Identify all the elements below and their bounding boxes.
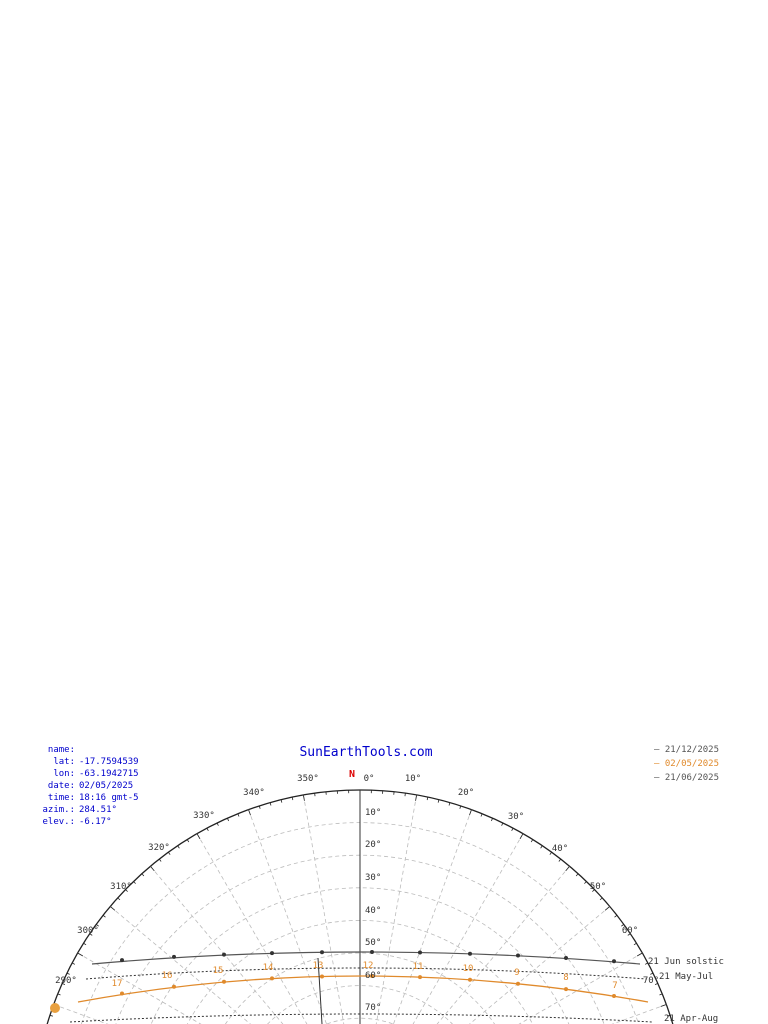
horizon-tick <box>217 823 218 826</box>
azimuth-label-50: 50° <box>589 882 607 892</box>
north-marker: N <box>348 769 356 780</box>
info-lon-value: -63.1942715 <box>79 769 139 779</box>
info-lon-label: lon: <box>53 769 75 779</box>
curve-label-may-jul: 21 May-Jul <box>659 972 714 982</box>
horizon-tick <box>576 874 578 876</box>
azimuth-label-350: 350° <box>297 774 319 784</box>
hour-dot-june <box>516 954 520 958</box>
horizon-tick <box>150 866 154 871</box>
hour-dot-today <box>418 975 422 979</box>
horizon-tick <box>566 866 570 871</box>
azimuth-labels <box>55 774 659 986</box>
hour-dot-june <box>222 953 226 957</box>
polar-grid <box>34 790 686 1024</box>
horizon-tick <box>84 943 87 945</box>
curve-labels <box>648 957 724 1024</box>
hour-label-17: 17 <box>111 979 123 989</box>
hour-dot-june <box>172 955 176 959</box>
hour-dot-today <box>564 987 568 991</box>
horizon-tick <box>650 973 653 974</box>
info-time-label: time: <box>47 793 75 803</box>
hour-dot-june <box>320 950 324 954</box>
horizon-tick <box>134 881 136 883</box>
hour-label-10: 10 <box>462 964 474 974</box>
elevation-label-40: 40° <box>365 906 382 916</box>
hour-dot-today <box>222 980 226 984</box>
horizon-tick <box>637 953 642 956</box>
info-elevation-label: elev.: <box>42 817 75 827</box>
hour-dot-today <box>172 985 176 989</box>
info-elevation-value: -6.17° <box>79 817 112 827</box>
elevation-label-60: 60° <box>365 971 382 981</box>
azimuth-label-310: 310° <box>110 882 132 892</box>
legend <box>654 745 719 783</box>
hour-dot-today <box>120 992 124 996</box>
hour-label-11: 11 <box>412 962 424 972</box>
azimuth-spoke <box>360 834 523 1024</box>
hour-dot-june <box>468 952 472 956</box>
elevation-label-50: 50° <box>365 938 382 948</box>
horizon-tick <box>207 828 208 831</box>
hour-dot-june <box>418 951 422 955</box>
current-sun-position-marker <box>50 1003 60 1013</box>
sun-path-diagram <box>0 736 768 1024</box>
horizon-tick <box>416 795 417 801</box>
info-lat-value: -17.7594539 <box>79 757 139 767</box>
horizon-tick <box>103 915 105 917</box>
hour-dot-today <box>468 978 472 982</box>
hour-label-15: 15 <box>212 966 224 976</box>
horizon-tick <box>659 994 662 995</box>
azimuth-label-10: 10° <box>404 774 422 784</box>
azimuth-label-300: 300° <box>77 926 99 936</box>
hour-dot-june <box>612 959 616 963</box>
hour-dot-today <box>516 982 520 986</box>
horizon-tick <box>238 814 239 817</box>
horizon-tick <box>661 1005 667 1007</box>
horizon-tick <box>481 814 482 817</box>
horizon-tick <box>142 874 144 876</box>
horizon-tick <box>559 859 561 861</box>
apr-aug-path <box>70 1014 652 1022</box>
horizon-tick <box>541 846 543 848</box>
horizon-tick <box>118 898 120 900</box>
hour-dot-june <box>270 951 274 955</box>
azimuth-spoke <box>249 810 360 1024</box>
horizon-tick <box>634 943 637 945</box>
horizon-tick <box>78 953 83 956</box>
horizon-tick <box>584 881 586 883</box>
horizon-tick <box>303 795 304 801</box>
azimuth-label-340: 340° <box>243 788 265 798</box>
info-time-value: 18:16 gmt-5 <box>79 793 139 803</box>
info-azimuth-value: 284.51° <box>79 805 117 815</box>
hour-label-13: 13 <box>312 961 324 971</box>
site-title[interactable]: SunEarthTools.com <box>299 745 433 760</box>
azimuth-spoke <box>303 795 360 1024</box>
hour-dot-june <box>370 950 374 954</box>
hour-dot-today <box>612 994 616 998</box>
hour-label-7: 7 <box>612 981 618 991</box>
azimuth-spoke <box>197 834 360 1024</box>
legend-item-winter-solstice: – 21/12/2025 <box>654 745 720 755</box>
horizon-tick <box>67 973 70 974</box>
horizon-tick <box>531 840 533 843</box>
azimuth-label-70: 70° <box>642 976 660 986</box>
elevation-label-70: 70° <box>365 1003 382 1013</box>
legend-item-today: – 02/05/2025 <box>654 759 720 769</box>
hour-dot-june <box>120 958 124 962</box>
horizon-tick <box>249 810 251 816</box>
hour-label-9: 9 <box>514 968 520 978</box>
horizon-tick <box>600 898 602 900</box>
azimuth-label-320: 320° <box>148 843 170 853</box>
legend-item-summer-solstice: – 21/06/2025 <box>654 773 720 783</box>
azimuth-label-330: 330° <box>193 811 215 821</box>
horizon-tick <box>512 828 513 831</box>
elevation-label-20: 20° <box>365 840 382 850</box>
elevation-labels <box>362 808 382 1013</box>
elevation-label-30: 30° <box>365 873 382 883</box>
hour-dot-june <box>564 956 568 960</box>
horizon-tick <box>502 823 503 826</box>
horizon-tick <box>227 818 228 821</box>
horizon-tick <box>159 859 161 861</box>
horizon-tick <box>197 834 200 839</box>
horizon-tick <box>72 963 75 964</box>
curve-label-apr-aug: 21 Apr-Aug <box>664 1014 719 1024</box>
horizon-tick <box>178 846 180 848</box>
horizon-tick <box>469 810 471 816</box>
horizon-tick <box>520 834 523 839</box>
hour-label-8: 8 <box>563 973 569 983</box>
azimuth-label-60: 60° <box>621 926 639 936</box>
curve-label-june-solstice: 21 Jun solstic <box>648 957 724 967</box>
hour-label-14: 14 <box>262 963 274 973</box>
hour-label-12: 12 <box>362 961 374 971</box>
azimuth-label-20: 20° <box>457 788 475 798</box>
azimuth-label-30: 30° <box>507 812 525 822</box>
info-azimuth-label: azim.: <box>42 805 75 815</box>
elevation-label-10: 10° <box>365 808 382 818</box>
hour-dot-today <box>320 974 324 978</box>
azimuth-label-40: 40° <box>551 844 569 854</box>
horizon-tick <box>615 915 617 917</box>
sun-paths <box>70 950 652 1024</box>
azimuth-label-290: 290° <box>55 976 77 986</box>
horizon-tick <box>58 994 61 995</box>
location-info <box>42 745 138 827</box>
horizon-tick <box>491 818 492 821</box>
hour-dot-today <box>270 976 274 980</box>
hour-label-16: 16 <box>161 971 173 981</box>
azimuth-label-0: 0° <box>363 774 375 784</box>
horizon-tick <box>110 906 115 910</box>
horizon-tick <box>187 840 189 843</box>
info-name-label: name: <box>47 745 75 755</box>
info-date-label: date: <box>47 781 75 791</box>
info-date-value: 02/05/2025 <box>79 781 134 791</box>
info-lat-label: lat: <box>53 757 75 767</box>
sun-path-svg <box>0 736 768 1024</box>
horizon-tick <box>605 906 610 910</box>
azimuth-spoke <box>360 953 642 1024</box>
